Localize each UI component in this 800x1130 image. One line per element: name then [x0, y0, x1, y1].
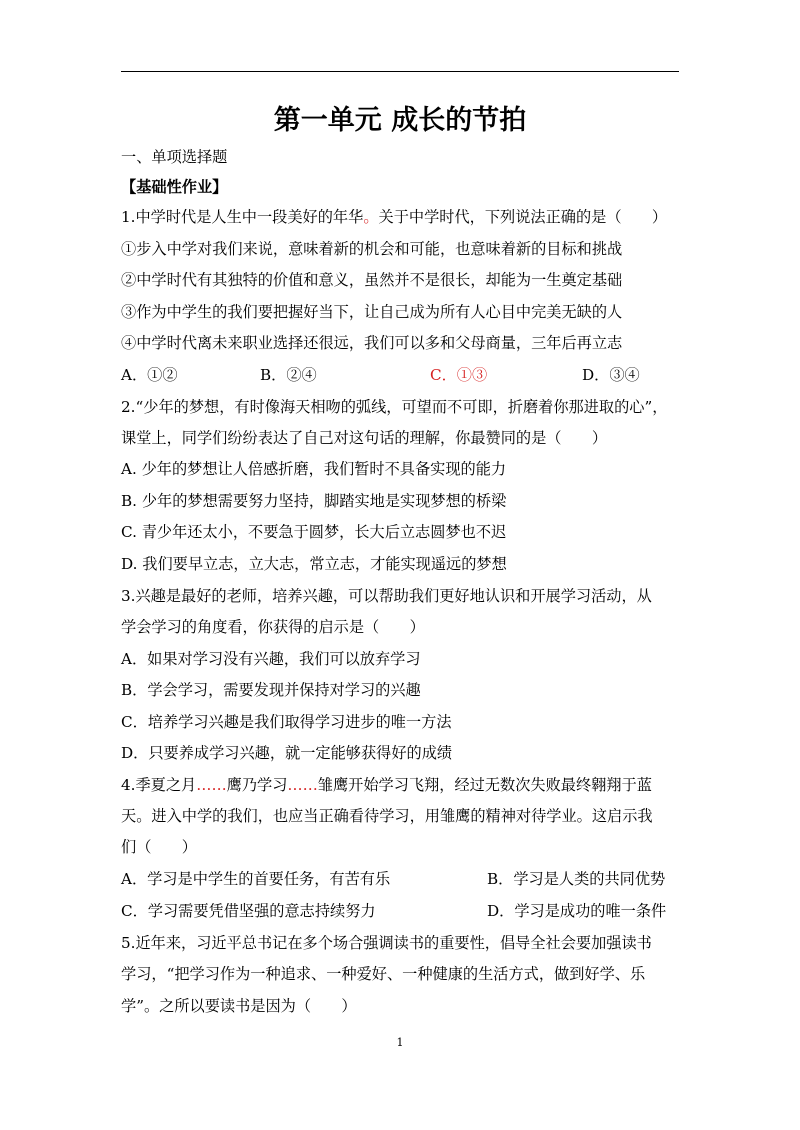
- question-4-stem-part: 4.季夏之月: [121, 776, 197, 794]
- question-1-option-b: B．②④: [260, 366, 317, 384]
- subsection-heading: 【基础性作业】: [121, 178, 228, 196]
- question-4-ellipsis: ……: [287, 776, 318, 794]
- question-1-statement: ①步入中学对我们来说，意味着新的机会和可能，也意味着新的目标和挑战: [121, 240, 623, 258]
- question-4-option-b: B．学习是人类的共同优势: [487, 870, 666, 888]
- question-1-stem-part: 关于中学时代，下列说法正确的是（ ）: [378, 208, 668, 226]
- question-1-stem-part: 1.中学时代是人生中一段美好的年华: [121, 208, 364, 226]
- question-4-stem: 天。进入中学的我们，也应当正确看待学习，用雏鹰的精神对待学业。这启示我: [121, 807, 653, 825]
- unit-title: 第一单元 成长的节拍: [273, 105, 527, 136]
- question-5-stem: 5.近年来，习近平总书记在多个场合强调读书的重要性，倡导全社会要加强读书: [121, 934, 652, 952]
- question-3-option-d: D．只要养成学习兴趣，就一定能够获得好的成绩: [121, 744, 453, 762]
- question-4-stem: [121, 775, 652, 795]
- question-2-option-a: A. 少年的梦想让人倍感折磨，我们暂时不具备实现的能力: [121, 460, 507, 478]
- question-1-statement: ③作为中学生的我们要把握好当下，让自己成为所有人心目中完美无缺的人: [121, 303, 623, 321]
- question-2-stem: 2.“少年的梦想，有时像海天相吻的弧线，可望而不可即，折磨着你那进取的心”，: [121, 398, 668, 416]
- question-4-option-c: C．学习需要凭借坚强的意志持续努力: [121, 902, 376, 920]
- question-1-option-d: D．③④: [582, 366, 640, 384]
- page-number: 1: [396, 1036, 404, 1049]
- question-2-option-b: B. 少年的梦想需要努力坚持，脚踏实地是实现梦想的桥梁: [121, 492, 507, 510]
- question-1-statement: ④中学时代离未来职业选择还很远，我们可以多和父母商量，三年后再立志: [121, 334, 623, 352]
- question-3-option-b: B．学会学习，需要发现并保持对学习的兴趣: [121, 681, 421, 699]
- question-5-stem: 学”。之所以要读书是因为（ ）: [121, 997, 357, 1015]
- question-4-stem-part: 鹰乃学习: [226, 776, 288, 794]
- question-1-statement: ②中学时代有其独特的价值和意义，虽然并不是很长，却能为一生奠定基础: [121, 271, 623, 289]
- question-3-option-c: C．培养学习兴趣是我们取得学习进步的唯一方法: [121, 713, 452, 731]
- question-1-stem: [121, 207, 667, 227]
- question-1-option-a: A．①②: [121, 366, 178, 384]
- question-4-option-a: A．学习是中学生的首要任务，有苦有乐: [121, 870, 391, 888]
- question-4-option-d: D．学习是成功的唯一条件: [487, 902, 667, 920]
- question-2-option-c: C. 青少年还太小，不要急于圆梦，长大后立志圆梦也不迟: [121, 523, 507, 541]
- section-heading: 一、单项选择题: [121, 148, 228, 166]
- question-1-option-c-answer: C．①③: [430, 366, 488, 384]
- question-4-stem-part: 雏鹰开始学习飞翔，经过无数次失败最终翱翔于蓝: [317, 776, 652, 794]
- question-2-stem: 课堂上，同学们纷纷表达了自己对这句话的理解，你最赞同的是（ ）: [121, 429, 607, 447]
- question-5-stem: 学习，“把学习作为一种追求、一种爱好、一种健康的生活方式，做到好学、乐: [121, 965, 646, 983]
- question-3-stem: 3.兴趣是最好的老师，培养兴趣，可以帮助我们更好地认识和开展学习活动，从: [121, 587, 652, 605]
- question-4-ellipsis: ……: [196, 776, 227, 794]
- question-3-option-a: A．如果对学习没有兴趣，我们可以放弃学习: [121, 650, 421, 668]
- question-2-option-d: D. 我们要早立志，立大志，常立志，才能实现遥远的梦想: [121, 555, 507, 573]
- question-1-stem-mark: 。: [363, 208, 379, 226]
- question-4-stem: 们（ ）: [121, 838, 197, 856]
- header-rule: [121, 71, 679, 72]
- question-3-stem: 学会学习的角度看，你获得的启示是（ ）: [121, 618, 425, 636]
